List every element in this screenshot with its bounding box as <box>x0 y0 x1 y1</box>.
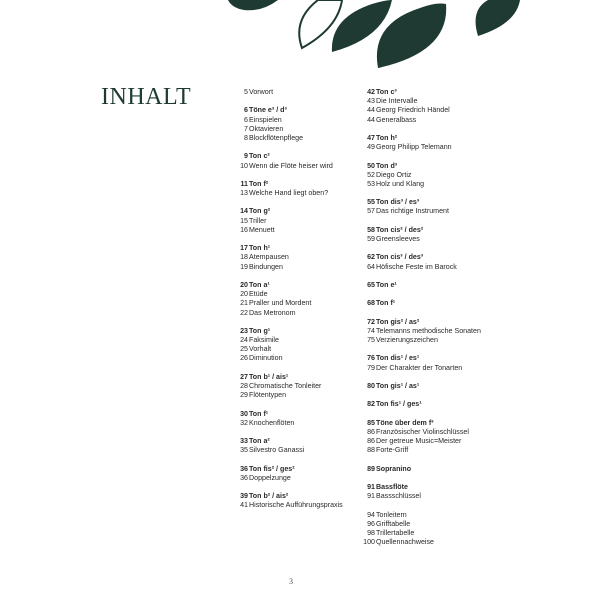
toc-entry <box>231 391 343 400</box>
toc-page-number: 72 <box>367 317 375 326</box>
toc-entry <box>231 382 343 391</box>
toc-entry <box>358 116 481 125</box>
toc-page-number: 75 <box>367 336 375 345</box>
toc-entry-title: Ton f² <box>249 179 269 188</box>
toc-page-number: 7 <box>244 124 248 133</box>
toc-entry <box>231 474 343 483</box>
toc-page-number: 29 <box>240 391 248 400</box>
toc-entry <box>231 290 343 299</box>
toc-entry <box>358 428 481 437</box>
toc-entry-title: Triller <box>249 216 267 225</box>
toc-entry-title: Vorhalt <box>249 345 272 354</box>
toc-section-heading <box>231 410 343 419</box>
toc-page-number: 74 <box>367 326 375 335</box>
leaf-shapes <box>228 0 520 68</box>
toc-entry-title: Ton e¹ <box>376 280 397 289</box>
toc-page-number: 5 <box>244 88 248 96</box>
toc-entry <box>358 364 481 373</box>
toc-entry-title: Ton g² <box>249 207 271 216</box>
toc-entry-title: Höfische Feste im Barock <box>376 262 457 271</box>
toc-entry-title: Bassschlüssel <box>376 492 421 501</box>
toc-entry-title: Bindungen <box>249 262 283 271</box>
toc-page-number: 58 <box>367 225 375 234</box>
toc-page-number: 22 <box>240 308 248 317</box>
toc-page-number: 21 <box>240 299 248 308</box>
toc-page-number: 64 <box>367 262 375 271</box>
toc-entry <box>231 217 343 226</box>
toc-entry-title: Faksimile <box>249 336 279 345</box>
toc-page-number: 41 <box>240 501 248 510</box>
toc-entry-title: Historische Aufführungspraxis <box>249 501 343 510</box>
toc-page-number: 36 <box>240 473 248 482</box>
toc-entry-title: Etüde <box>249 290 268 299</box>
leaf-left <box>228 0 278 10</box>
toc-section-heading <box>358 281 481 290</box>
toc-section-heading <box>358 134 481 143</box>
toc-page-number: 11 <box>240 179 248 188</box>
toc-entry-title: Ton b² / ais² <box>249 492 289 501</box>
toc-entry-title: Ton g¹ <box>249 326 271 335</box>
toc-entry-title: Georg Friedrich Händel <box>376 106 450 115</box>
toc-entry-title: Tonleitern <box>376 510 407 519</box>
toc-entry-title: Ton f¹ <box>376 299 396 308</box>
toc-page-number: 55 <box>367 198 375 207</box>
toc-right-column <box>358 88 481 547</box>
toc-entry-title: Oktavieren <box>249 124 284 133</box>
toc-page-number: 15 <box>240 216 248 225</box>
toc-section-heading <box>358 162 481 171</box>
toc-entry-title: Bassflöte <box>376 483 408 492</box>
toc-page-number: 44 <box>367 115 375 124</box>
toc-entry <box>231 226 343 235</box>
toc-entry-title: Silvestro Ganassi <box>249 446 305 455</box>
toc-entry-title: Ton fis² / ges² <box>249 464 295 473</box>
toc-entry <box>231 263 343 272</box>
toc-entry-title: Menuett <box>249 225 275 234</box>
toc-entry <box>358 529 481 538</box>
toc-entry <box>358 336 481 345</box>
toc-entry <box>358 538 481 547</box>
toc-page-number: 27 <box>240 372 248 381</box>
toc-page-number: 32 <box>240 418 248 427</box>
toc-entry-title: Ton cis³ / des³ <box>376 253 424 262</box>
toc-page-number: 35 <box>240 446 248 455</box>
toc-entry-title: Blockflötenpflege <box>249 133 304 142</box>
toc-entry-title: Ton gis¹ / as¹ <box>376 382 420 390</box>
toc-page-number: 82 <box>367 400 375 409</box>
toc-section-heading <box>358 465 481 474</box>
toc-entry <box>358 327 481 336</box>
toc-page-number: 9 <box>244 152 248 161</box>
toc-page-number: 47 <box>367 133 375 142</box>
toc-section-heading <box>358 354 481 363</box>
toc-page-number: 86 <box>367 437 375 446</box>
toc-section-heading <box>231 281 343 290</box>
toc-entry-title: Die Intervalle <box>376 97 418 106</box>
toc-page-number: 50 <box>367 161 375 170</box>
toc-page-number: 96 <box>367 519 375 528</box>
toc-entry-title: Flötentypen <box>249 391 287 400</box>
toc-page-number: 88 <box>367 446 375 455</box>
toc-entry-title: Holz und Klang <box>376 179 425 188</box>
toc-entry-title: Der getreue Music=Meister <box>376 437 462 446</box>
toc-entry-title: Greensleeves <box>376 235 420 243</box>
toc-page-number: 100 <box>363 538 375 547</box>
toc-section-heading <box>231 373 343 382</box>
toc-entry-title: Chromatische Tonleiter <box>249 382 322 390</box>
toc-entry-title: Sopranino <box>376 464 412 473</box>
toc-section-heading <box>231 492 343 501</box>
toc-entry <box>231 253 343 262</box>
toc-entry-title: Diminution <box>249 354 283 363</box>
toc-entry-title: Trillertabelle <box>376 529 415 537</box>
toc-entry-title: Grifftabelle <box>376 519 411 528</box>
toc-page-number: 79 <box>367 363 375 372</box>
toc-entry <box>231 354 343 363</box>
toc-entry <box>231 446 343 455</box>
toc-section-heading <box>358 400 481 409</box>
toc-section-heading <box>358 299 481 308</box>
toc-page-number: 26 <box>240 354 248 363</box>
toc-entry <box>231 125 343 134</box>
toc-page-number: 42 <box>367 88 375 96</box>
toc-entry-title: Quellennachweise <box>376 538 434 547</box>
toc-page-number: 76 <box>367 354 375 363</box>
toc-section-heading <box>231 207 343 216</box>
toc-entry-title: Ton dis³ / es³ <box>376 198 420 207</box>
toc-entry <box>358 97 481 106</box>
toc-entry <box>358 511 481 520</box>
toc-entry-title: Ton d³ <box>376 161 398 170</box>
toc-entry-title: Das Metronom <box>249 308 296 317</box>
toc-page-number: 17 <box>240 244 248 253</box>
toc-page-number: 94 <box>367 510 375 519</box>
toc-section-heading <box>358 419 481 428</box>
toc-entry <box>231 309 343 318</box>
toc-entry-title: Ton gis² / as² <box>376 317 420 326</box>
toc-section-heading <box>358 88 481 97</box>
toc-entry-title: Praller und Mordent <box>249 299 312 308</box>
toc-entry-title: Forte-Griff <box>376 446 409 455</box>
toc-page-number: 39 <box>240 492 248 501</box>
toc-entry <box>231 345 343 354</box>
toc-entry-title: Diego Ortiz <box>376 170 412 179</box>
toc-page-number: 36 <box>240 464 248 473</box>
toc-entry-title: Ton c³ <box>376 88 397 96</box>
toc-entry-title: Atempausen <box>249 253 289 262</box>
toc-page-number: 89 <box>367 464 375 473</box>
toc-entry <box>231 419 343 428</box>
toc-entry <box>358 171 481 180</box>
toc-entry <box>231 501 343 510</box>
toc-entry <box>231 162 343 171</box>
toc-entry-title: Ton b¹ / ais¹ <box>249 372 289 381</box>
toc-page-number: 10 <box>240 161 248 170</box>
toc-entry <box>358 492 481 501</box>
toc-entry-title: Georg Philipp Telemann <box>376 143 452 152</box>
toc-page-number: 57 <box>367 207 375 216</box>
toc-section-heading <box>358 382 481 391</box>
toc-page-number: 86 <box>367 427 375 436</box>
toc-page-number: 68 <box>367 299 375 308</box>
toc-page-number: 53 <box>367 179 375 188</box>
toc-entry <box>231 88 343 97</box>
toc-page-number: 85 <box>367 418 375 427</box>
toc-page-number: 6 <box>244 115 248 124</box>
toc-page-number: 24 <box>240 336 248 345</box>
toc-page-number: 18 <box>240 253 248 262</box>
toc-page-number: 43 <box>367 97 375 106</box>
toc-entry-title: Der Charakter der Tonarten <box>376 363 463 372</box>
toc-page-number: 44 <box>367 106 375 115</box>
toc-section-heading <box>231 152 343 161</box>
toc-entry-title: Ton c² <box>249 152 270 161</box>
toc-section-heading <box>231 106 343 115</box>
toc-entry <box>231 336 343 345</box>
toc-entry <box>358 446 481 455</box>
toc-page-number: 28 <box>240 382 248 390</box>
toc-entry <box>358 235 481 244</box>
toc-page-number: 62 <box>367 253 375 262</box>
toc-entry-title: Ton dis¹ / es¹ <box>376 354 420 363</box>
toc-entry-title: Ton a² <box>249 437 270 446</box>
toc-page-number: 8 <box>244 133 248 142</box>
toc-entry-title: Ton a¹ <box>249 280 270 289</box>
toc-entry-title: Welche Hand liegt oben? <box>249 189 329 198</box>
toc-page-number: 23 <box>240 326 248 335</box>
toc-page-number: 30 <box>240 409 248 418</box>
toc-page-number: 65 <box>367 280 375 289</box>
page-title: INHALT <box>101 84 192 110</box>
toc-section-heading <box>358 483 481 492</box>
toc-entry-title: Ton h² <box>376 133 398 142</box>
toc-entry-title: Töne über dem f³ <box>376 418 434 427</box>
toc-page-number: 6 <box>244 106 248 115</box>
toc-section-heading <box>231 244 343 253</box>
toc-section-heading <box>358 226 481 235</box>
toc-entry-title: Einspielen <box>249 115 282 124</box>
toc-entry-title: Französischer Violinschlüssel <box>376 427 469 436</box>
toc-section-heading <box>231 180 343 189</box>
toc-entry-title: Telemanns methodische Sonaten <box>376 326 481 335</box>
toc-page-number: 59 <box>367 235 375 243</box>
toc-page-number: 98 <box>367 529 375 537</box>
toc-page-number: 20 <box>240 280 248 289</box>
toc-entry <box>358 437 481 446</box>
toc-page-number: 25 <box>240 345 248 354</box>
toc-entry <box>358 207 481 216</box>
toc-entry-title: Knochenflöten <box>249 418 295 427</box>
page-number: 3 <box>289 577 293 586</box>
toc-page-number: 16 <box>240 225 248 234</box>
toc-page-number: 49 <box>367 143 375 152</box>
toc-entry <box>358 143 481 152</box>
toc-page-number: 33 <box>240 437 248 446</box>
toc-entry-title: Das richtige Instrument <box>376 207 449 216</box>
leaf-right <box>476 0 520 36</box>
toc-section-heading <box>358 253 481 262</box>
toc-entry <box>231 116 343 125</box>
toc-section-heading <box>358 198 481 207</box>
toc-entry <box>231 189 343 198</box>
toc-page-number: 91 <box>367 492 375 501</box>
toc-entry-title: Wenn die Flöte heiser wird <box>249 161 333 170</box>
toc-section-heading <box>358 318 481 327</box>
toc-section-heading <box>231 437 343 446</box>
toc-page-number: 91 <box>367 483 375 492</box>
toc-page-number: 14 <box>240 207 248 216</box>
toc-page-number: 13 <box>240 189 248 198</box>
toc-entry-title: Vorwort <box>249 88 274 96</box>
toc-left-column <box>231 88 343 511</box>
toc-entry-title: Generalbass <box>376 115 417 124</box>
toc-page-number: 80 <box>367 382 375 390</box>
toc-page-number: 52 <box>367 170 375 179</box>
toc-entry-title: Verzierungszeichen <box>376 336 438 345</box>
toc-entry-title: Töne e³ / d³ <box>249 106 287 115</box>
toc-entry-title: Ton fis¹ / ges¹ <box>376 400 422 409</box>
toc-entry <box>358 520 481 529</box>
toc-section-heading <box>231 465 343 474</box>
toc-entry-title: Ton cis² / des² <box>376 225 424 234</box>
toc-page-number: 19 <box>240 262 248 271</box>
toc-entry <box>231 134 343 143</box>
toc-entry <box>358 106 481 115</box>
toc-section-heading <box>231 327 343 336</box>
toc-entry <box>231 299 343 308</box>
toc-entry <box>358 263 481 272</box>
toc-entry-title: Doppelzunge <box>249 473 291 482</box>
toc-entry-title: Ton h¹ <box>249 244 271 253</box>
toc-page-number: 20 <box>240 290 248 299</box>
toc-entry <box>358 180 481 189</box>
toc-entry-title: Ton f¹ <box>249 409 269 418</box>
